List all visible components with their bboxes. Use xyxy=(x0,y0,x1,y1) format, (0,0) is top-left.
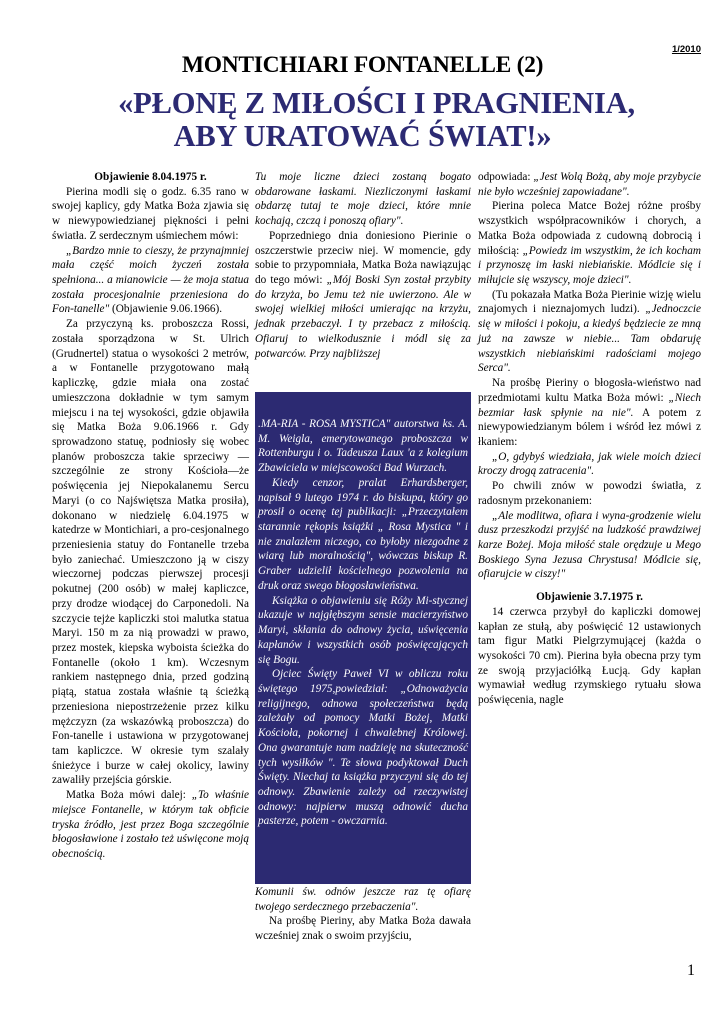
quote-paragraph: „O, gdybyś wiedziała, jak wiele moich dzieci kroczy drogą zatracenia". xyxy=(478,450,701,478)
page-number: 1 xyxy=(687,962,695,979)
quote: „Powiedz im wszystkim, że ich kocham i przynoszę im łaski niebiańskie. Módlcie się i miłujcie się wszyscy, moje dzieci". xyxy=(478,244,702,287)
quote-paragraph: Komunii św. odnów jeszcze raz tę ofiarę twojego serdecznego przebaczenia". xyxy=(255,886,471,913)
paragraph xyxy=(478,376,701,450)
paragraph: 14 czerwca przybył do kapliczki domowej kapłan ze stułą, aby poświęcić 12 ustawionych tam figur Matki Pielgrzymującej (każda o wysokości 70 cm). Pierina była obecna przy tym ze swoją przyjaciółką Łucją. Gdy kapłan wymawiał według rzymskiego rytuału słowa poświęcenia, nagle xyxy=(478,605,701,707)
sidebar-paragraph: Książka o objawieniu się Róży Mi-stycznej ukazuje w najgłębszym sensie macierzyństwo Maryi, skłania do odnowy życia, uświęcenia kapłanów i wszystkich osób poświęcających się Bogu. xyxy=(258,594,468,666)
quote: „Niech bezmiar łask spłynie na nie". xyxy=(478,391,701,419)
paragraph: Pierina modli się o godz. 6.35 rano w swojej kaplicy, gdy Matka Boża zjawia się w niewypowiedzianej piękności i pełni światła. Z serdecznym uśmiechem mówi: xyxy=(52,185,249,242)
paragraph xyxy=(255,229,471,361)
sidebar-box xyxy=(255,392,471,884)
quote: „Jednoczcie się w miłości i pokoju, a kiedyś będziecie ze mną już na zawsze w niebie... Tam obdaruję wszystkich niebiańskimi radościami mojego Serca". xyxy=(478,303,701,375)
paragraph-text: Poprzedniego dnia doniesiono Pierinie o oszczerstwie przeciw niej. W momencie, gdy sobie to przypomniała, Matka Boża nawiązując do tego mówi: xyxy=(255,229,471,287)
sidebar-paragraph: .MA-RIA - ROSA MYSTICA" autorstwa ks. A. M. Weigla, emerytowanego proboszcza w Rottenburgu i o. Tadeusza Laux 'a z kolegium Zbawiciela w miejscowości Bad Wurzach. xyxy=(258,418,468,475)
paragraph: Na prośbę Pieriny, aby Matka Boża dawała wcześniej znak o swoim przyjściu, xyxy=(255,915,471,943)
paragraph xyxy=(478,170,701,199)
paragraph xyxy=(478,288,701,376)
paragraph-text: Pierina poleca Matce Bożej różne prośby wszystkich współpracowników i chorych, a Matka Boża odpowiada z cudowną dobrocią i miłością: xyxy=(478,200,701,257)
column-3 xyxy=(478,170,701,708)
quote: „Mój Boski Syn został przybity do krzyża, bo Jemu też nie uwierzono. Ale w swojej wielkiej miłości umierając na krzyżu, jednak przebaczył. I ty przebacz z miłością. Ofiaruj to wielkodusznie i módl się za potwarców. Przy najbliższej xyxy=(255,274,471,360)
quote-paragraph: „Ale modlitwa, ofiara i wyna-grodzenie wielu dusz przeszkodzi przyjść na ludzkość prawdziwej karze Bożej. Moja miłość stale orędzuje u Mego Boskiego Syna Jezusa Chrystusa! Módlcie się, ofiarujcie w ciszy!" xyxy=(478,509,701,581)
paragraph-text: Matka Boża mówi dalej: xyxy=(66,789,192,802)
sidebar-paragraph: Ojciec Święty Paweł VI w obliczu roku świętego 1975,powiedział: „Odnoważycia religijnego, odnowa społeczeństwa będą zależały od pomocy Matki Bożej, Matki Kościoła, pokornej i chwalebnej Królowej. Ona gwarantuje nam nadzieję na skuteczność tych wysiłków ". Te słowa podyktował Duch Święty. Niechaj ta książka przyczyni się do tej odnowy. Zbawienie zależy od rzeczywistej odnowy: najpierw muszą odnowić ducha pasterze, potem - owczarnia. xyxy=(258,668,468,828)
quote-paragraph xyxy=(52,244,249,318)
paragraph: Za przyczyną ks. proboszcza Rossi, została sporządzona w St. Ulrich (Grudnertel) statua o wysokości 2 metrów, a w Fontanelle przygotowano małą kapliczkę, gdzie miała ona zostać umieszczona dokładnie w tym samym miejscu i na tej wysokości, gdzie objawiła się Matka Boża 9.06.1966 r. Gdy sprowadzono statuę, podniosły się wobec planów proboszcza takie sprzeciwy — szczególnie ze strony Kościoła—że poświęcenia jej Niepokalanemu Sercu Maryi (o co Najświętsza Matka prosiła), dokonano w niedzielę 6.04.1975 w katedrze w Montichiari, a pro-cesjonalnego przeniesienia statuy do Fontanelle trzeba było zaniechać. Umieszczono ją w ciszy wieczornej podczas pierwszej procesji pokutnej (200 osób) w małej kapliczce, przy drodze wiodącej do Carponedoli. Na szczycie tejże kapliczki stoi malutka statua Maryi. 150 m za nią prowadzi w prawo, przez mostek, kiepska wyboista ścieżka do Fontanelle (około 1 km). Wczesnym rankiem następnego dnia, przed godziną piątą, statua została właśnie tą ścieżką przeniesiona niepostrzeżenie przez kilku mężczyzn (za wskazówką proboszcza) do Fon-tanelle i ustawiona w przygotowanej tam kapliczce. W okresie tym szalały śnieżyce i burze w całej okolicy, lawiny zawaliły przejścia górskie. xyxy=(52,318,249,787)
quote: „Jest Wolą Bożą, aby moje przybycie nie było wcześniej zapowiadane". xyxy=(478,171,701,198)
section-heading: Objawienie 8.04.1975 r. xyxy=(94,171,207,183)
paragraph-text: odpowiada: xyxy=(478,171,534,183)
paragraph xyxy=(52,788,249,862)
quote-paragraph: Tu moje liczne dzieci zostaną bogato obdarowane łaskami. Niezliczonymi łaskami obdarzę tutaj te moje dzieci, które mnie kochają, czczą i ponoszą ofiary". xyxy=(255,171,471,228)
article-headline-line2: ABY URATOWAĆ ŚWIAT!» xyxy=(173,119,552,153)
paragraph-text: Na prośbę Pieriny o błogosła-wieństwo nad przedmiotami kultu Matka Boża mówi: xyxy=(478,377,701,404)
column-2 xyxy=(255,170,471,361)
section-heading: Objawienie 3.7.1975 r. xyxy=(536,591,643,604)
issue-number: 1/2010 xyxy=(671,44,701,55)
quote: „Bardzo mnie to cieszy, że przynajmniej mała część moich życzeń została spełniona... a mianowicie — że moja statua została procesjonalnie przeniesiona do Fon-tanelle" xyxy=(52,244,249,316)
sidebar-text xyxy=(258,417,468,829)
paragraph-text: (Tu pokazała Matka Boża Pierinie wizję wielu znajomych i nieznajomych ludzi). xyxy=(478,288,701,316)
quote: „To właśnie miejsce Fontanelle, w którym tak obficie tryska źródło, jest przez Boga szczególnie błogosławione i zostało też uświęcone moją obecnością. xyxy=(52,789,249,861)
article-title: MONTICHIARI FONTANELLE (2) xyxy=(181,52,544,78)
citation: (Objawienie 9.06.1966). xyxy=(109,303,223,316)
column-2-continued xyxy=(255,885,471,944)
article-headline-line1: «PŁONĘ Z MIŁOŚCI I PRAGNIENIA, xyxy=(118,86,635,120)
sidebar-paragraph: Kiedy cenzor, pralat Erhardsberger, napisał 9 lutego 1974 r. do biskupa, który go prosił o ocenę tej publikacji: „Przeczytałem starannie rękopis książki „ Rosa Mystica " i nie znalazłem niczego, co byłoby niezgodne z wiarą lub moralnością", wówczas biskup R. Graber udzielił kościelnego pozwolenia na druk oraz swego błogosławieństwa. xyxy=(258,476,468,592)
column-1 xyxy=(52,170,249,862)
paragraph: Po chwili znów w powodzi światła, z radosnym przekonaniem: xyxy=(478,480,701,507)
paragraph xyxy=(478,199,701,287)
paragraph-text: A potem z niewypowiedzianym bólem i wśród łez mówi z łkaniem: xyxy=(478,406,701,448)
